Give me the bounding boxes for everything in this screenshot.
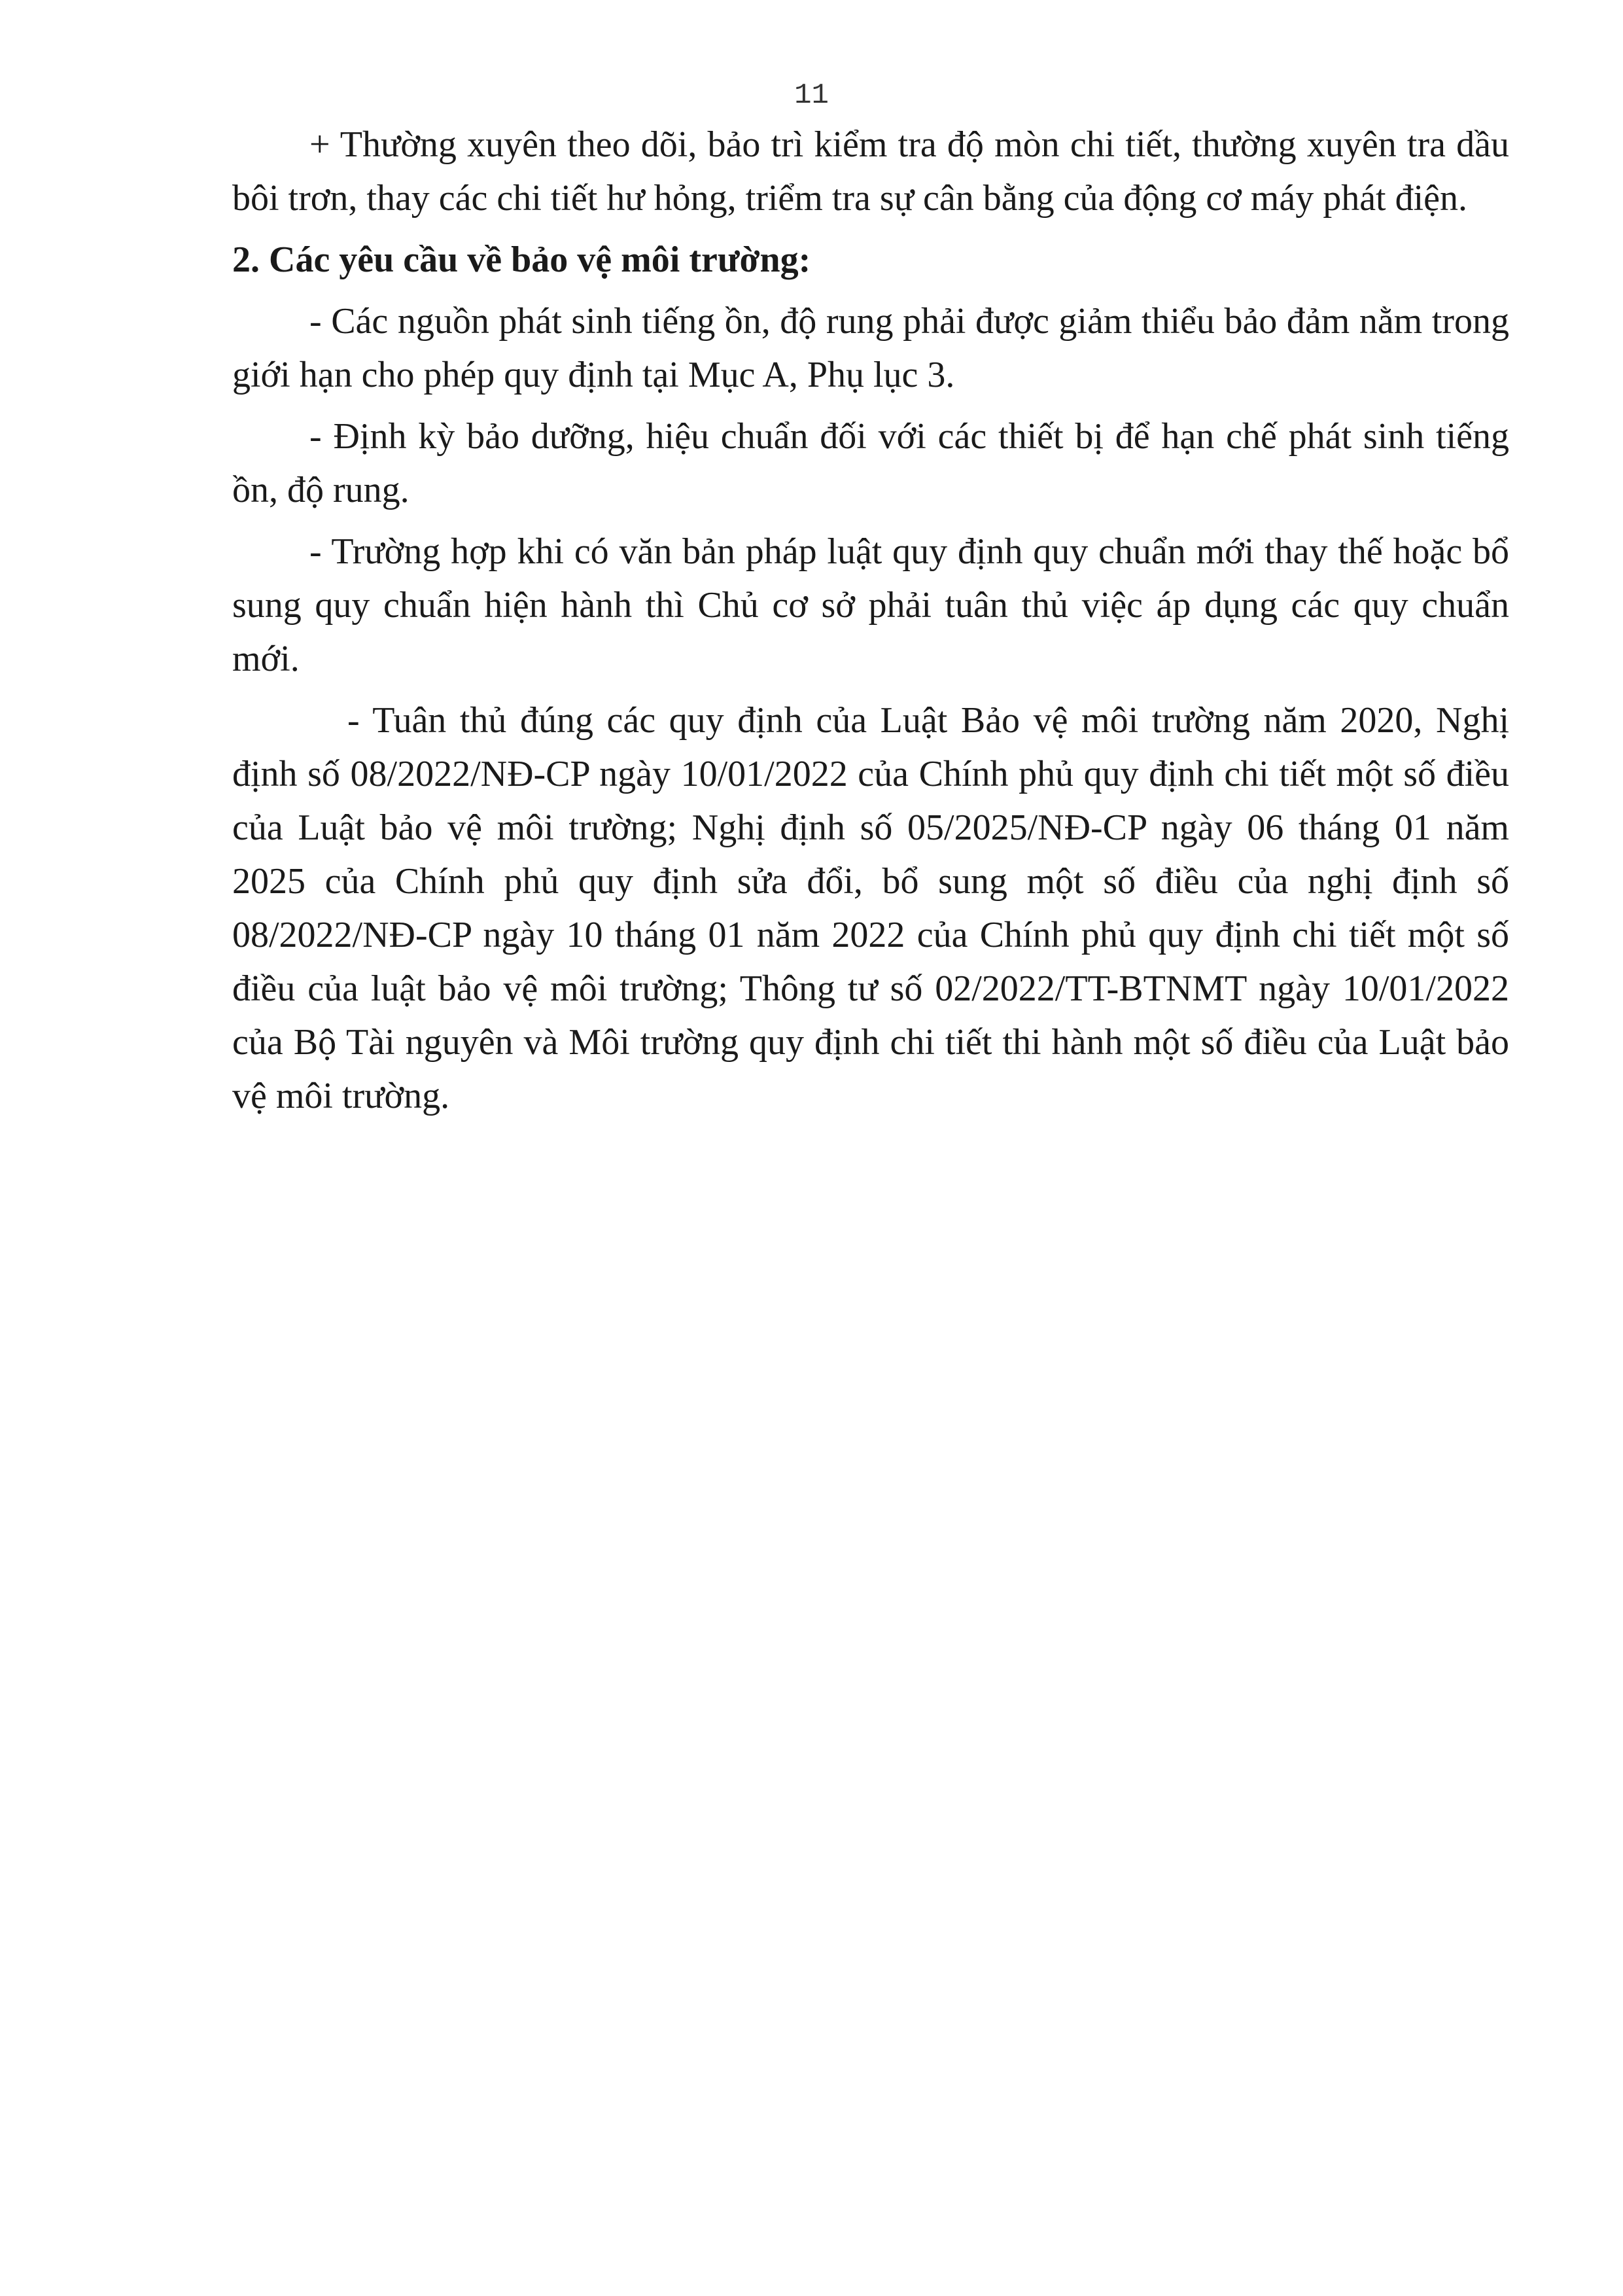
section-heading-environment: 2. Các yêu cầu về bảo vệ môi trường: <box>232 239 811 280</box>
page-number: 11 <box>794 79 829 112</box>
paragraph-maintenance: + Thường xuyên theo dõi, bảo trì kiểm tra độ mòn chi tiết, thường xuyên tra dầu bôi trơn, thay các chi tiết hư hỏng, triểm tra sự cân bằng của động cơ máy phát điện. <box>232 124 1509 219</box>
document-body <box>232 118 1509 1123</box>
paragraph-compliance: - Tuân thủ đúng các quy định của Luật Bảo vệ môi trường năm 2020, Nghị định số 08/2022/NĐ-CP ngày 10/01/2022 của Chính phủ quy định chi tiết một số điều của Luật bảo vệ môi trường; Nghị định số 05/2025/NĐ-CP ngày 06 tháng 01 năm 2025 của Chính phủ quy định sửa đổi, bổ sung một số điều của nghị định số 08/2022/NĐ-CP ngày 10 tháng 01 năm 2022 của Chính phủ quy định chi tiết một số điều của luật bảo vệ môi trường; Thông tư số 02/2022/TT-BTNMT ngày 10/01/2022 của Bộ Tài nguyên và Môi trường quy định chi tiết thi hành một số điều của Luật bảo vệ môi trường. <box>232 700 1509 1116</box>
paragraph-calibration: - Định kỳ bảo dưỡng, hiệu chuẩn đối với các thiết bị để hạn chế phát sinh tiếng ồn, độ rung. <box>232 416 1509 510</box>
paragraph-noise-sources: - Các nguồn phát sinh tiếng ồn, độ rung phải được giảm thiểu bảo đảm nằm trong giới hạn cho phép quy định tại Mục A, Phụ lục 3. <box>232 301 1509 395</box>
paragraph-new-standards: - Trường hợp khi có văn bản pháp luật quy định quy chuẩn mới thay thế hoặc bổ sung quy chuẩn hiện hành thì Chủ cơ sở phải tuân thủ việc áp dụng các quy chuẩn mới. <box>232 531 1509 679</box>
